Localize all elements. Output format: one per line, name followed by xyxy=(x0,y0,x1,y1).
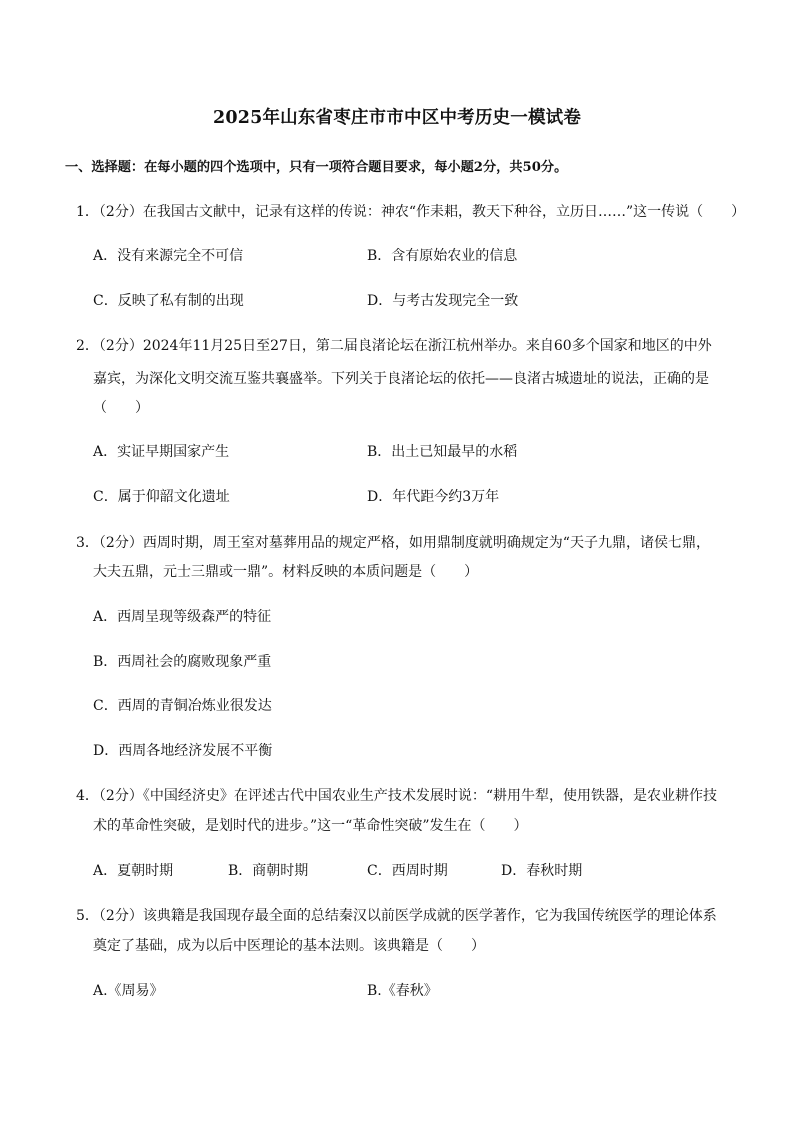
question-4-option-d: D．春秋时期 xyxy=(501,863,583,879)
question-4-text-line-1: 4．（2分）《中国经济史》在评述古代中国农业生产技术发展时说：“耕用牛犁，使用铁器，是农业耕作技 xyxy=(76,788,717,804)
question-1-option-b: B．含有原始农业的信息 xyxy=(367,248,518,264)
question-3-option-b: B．西周社会的腐败现象严重 xyxy=(93,654,272,670)
question-5-option-a: A.《周易》 xyxy=(93,983,164,999)
question-5-option-b: B.《春秋》 xyxy=(367,983,438,999)
question-3-text-line-2: 大夫五鼎，元士三鼎或一鼎”。材料反映的本质问题是（ ） xyxy=(93,564,479,580)
question-2-option-b: B．出土已知最早的水稻 xyxy=(367,444,518,460)
question-4-option-b: B．商朝时期 xyxy=(228,863,309,879)
question-1-text: 1．（2分）在我国古文献中，记录有这样的传说：神农“作耒耜，教天下种谷，立历日……”这一传说（ ） xyxy=(76,204,746,220)
question-3-option-d: D．西周各地经济发展不平衡 xyxy=(93,743,273,759)
question-5-text-line-1: 5．（2分）该典籍是我国现存最全面的总结秦汉以前医学成就的医学著作，它为我国传统医学的理论体系 xyxy=(76,908,717,924)
question-1-option-a: A．没有来源完全不可信 xyxy=(93,248,244,264)
question-1-option-c: C．反映了私有制的出现 xyxy=(93,293,244,309)
section-heading: 一、选择题：在每小题的四个选项中，只有一项符合题目要求，每小题2分，共50分。 xyxy=(65,160,568,175)
question-4-option-a: A．夏朝时期 xyxy=(93,863,174,879)
question-5-text-line-2: 奠定了基础，成为以后中医理论的基本法则。该典籍是（ ） xyxy=(93,938,485,954)
question-2-option-c: C．属于仰韶文化遗址 xyxy=(93,489,230,505)
question-2-option-a: A．实证早期国家产生 xyxy=(93,444,230,460)
question-4-text-line-2: 术的革命性突破，是划时代的进步。”这一“革命性突破”发生在（ ） xyxy=(93,818,528,834)
question-2-text-line-2: 嘉宾，为深化文明交流互鉴共襄盛举。下列关于良渚论坛的依托——良渚古城遗址的说法，正确的是 xyxy=(93,371,709,387)
question-2-text-line-1: 2．（2分）2024年11月25日至27日，第二届良渚论坛在浙江杭州举办。来自60多个国家和地区的中外 xyxy=(76,338,712,354)
question-4-option-c: C．西周时期 xyxy=(367,863,448,879)
exam-title: 2025年山东省枣庄市市中区中考历史一模试卷 xyxy=(212,108,582,128)
question-3-option-c: C．西周的青铜冶炼业很发达 xyxy=(93,698,272,714)
question-3-text-line-1: 3．（2分）西周时期，周王室对墓葬用品的规定严格，如用鼎制度就明确规定为“天子九鼎，诸侯七鼎， xyxy=(76,535,710,551)
question-1-option-d: D．与考古发现完全一致 xyxy=(367,293,519,309)
question-2-text-line-3: （ ） xyxy=(93,400,149,416)
question-2-option-d: D．年代距今约3万年 xyxy=(367,489,500,505)
question-3-option-a: A．西周呈现等级森严的特征 xyxy=(93,609,272,625)
